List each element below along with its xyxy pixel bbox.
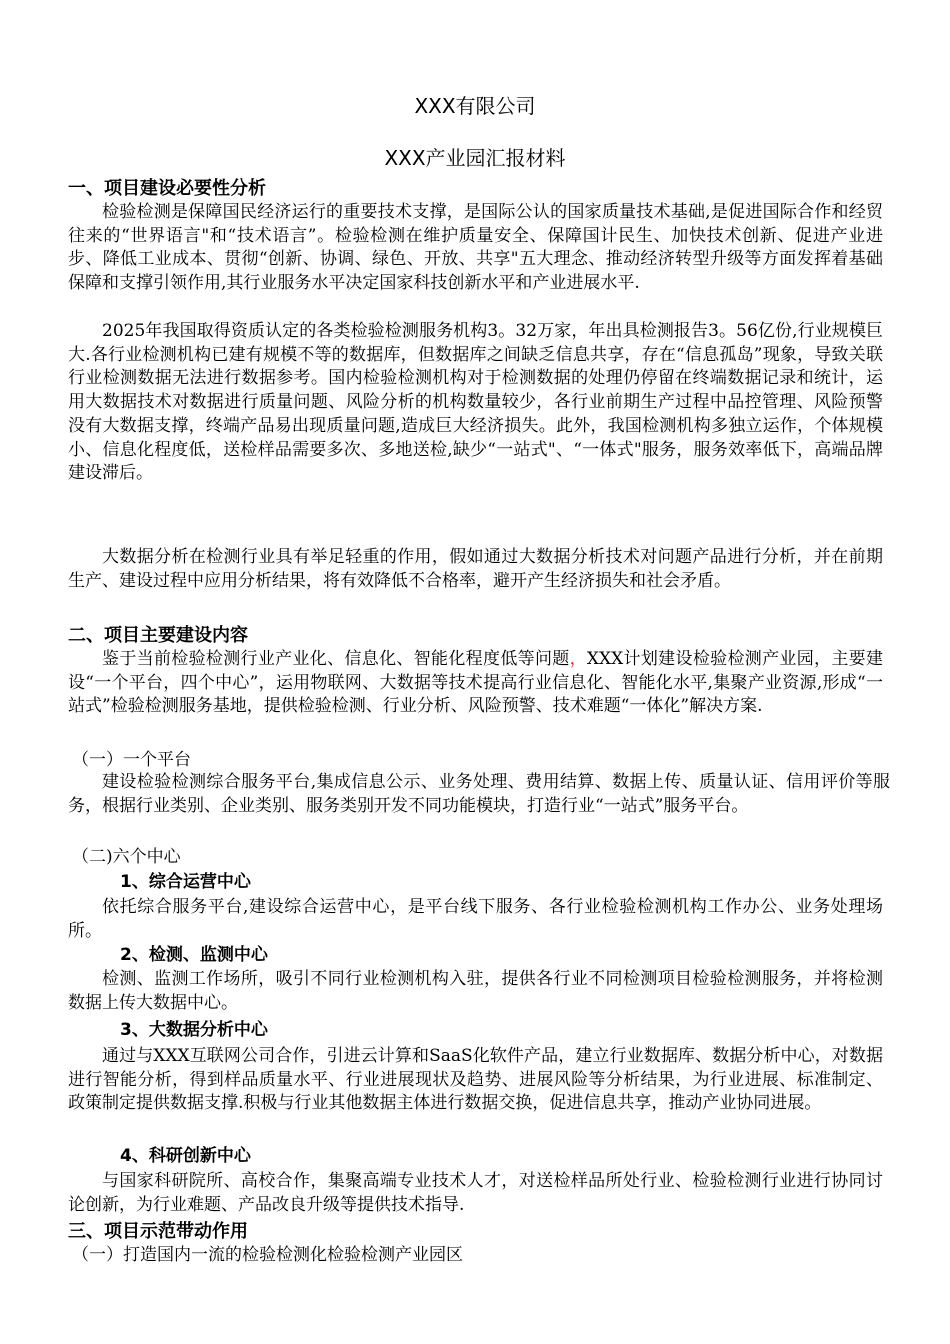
center-3-paragraph: 通过与XXX互联网公司合作，引进云计算和SaaS化软件产品，建立行业数据库、数据分析中心，对数据进行智能分析，得到样品质量水平、行业进展现状及趋势、进展风险等分析结果，为行业进展、标准制定、政策制定提供数据支撑.积极与行业其他数据主体进行数据交换，促进信息共享，推动产业协同进展。	[68, 1046, 883, 1114]
center-2-paragraph: 检测、监测工作场所，吸引不同行业检测机构入驻，提供各行业不同检测项目检验检测服务，并将检测数据上传大数据中心。	[68, 969, 883, 1013]
document-title: XXX产业园汇报材料	[384, 146, 566, 170]
center-4-title: 4、科研创新中心	[120, 1146, 251, 1166]
subsection-centers-heading: （二)六个中心	[72, 847, 181, 867]
section-1-paragraph-2: 2025年我国取得资质认定的各类检验检测服务机构3。32万家，年出具检测报告3。56亿份,行业规模巨大.各行业检测机构已建有规模不等的数据库，但数据库之间缺乏信息共享，存在“信息孤岛”现象，导致关联行业检测数据无法进行数据参考。国内检验检测机构对于检测数据的处理仍停留在终端数据记录和统计，运用大数据技术对数据进行质量问题、风险分析的机构数量较少，各行业前期生产过程中品控管理、风险预警没有大数据支撑，终端产品易出现质量问题,造成巨大经济损失。此外，我国检测机构多独立运作，个体规模小、信息化程度低，送检样品需要多次、多地送检,缺少“一站式"、“一体式"服务，服务效率低下，高端品牌建设滞后。	[68, 321, 883, 484]
section-2-paragraph-1: 鉴于当前检验检测行业产业化、信息化、智能化程度低等问题，XXX计划建设检验检测产业园，主要建设“一个平台，四个中心”，运用物联网、大数据等技术提高行业信息化、智能化水平,集聚产业资源,形成“一站式”检验检测服务基地，提供检验检测、行业分析、风险预警、技术难题“一体化”解决方案.	[68, 649, 884, 717]
center-1-title: 1、综合运营中心	[120, 872, 251, 892]
center-1-paragraph: 依托综合服务平台,建设综合运营中心，是平台线下服务、各行业检验检测机构工作办公、业务处理场所。	[68, 897, 883, 941]
section-2-heading: 二、项目主要建设内容	[68, 625, 248, 646]
center-3-title: 3、大数据分析中心	[120, 1020, 268, 1040]
section-1-paragraph-1: 检验检测是保障国民经济运行的重要技术支撑，是国际公认的国家质量技术基础,是促进国际合作和经贸往来的“世界语言"和“技术语言”。检验检测在维护质量安全、保障国计民生、加快技术创新、促进产业进步、降低工业成本、贯彻“创新、协调、绿色、开放、共享"五大理念、推动经济转型升级等方面发挥着基础保障和支撑引领作用,其行业服务水平决定国家科技创新水平和产业进展水平.	[68, 202, 883, 294]
section-1-heading: 一、项目建设必要性分析	[68, 178, 266, 199]
section-3-heading: 三、项目示范带动作用	[68, 1221, 248, 1242]
subsection-platform-heading: （一）一个平台	[72, 750, 191, 770]
section-3-subsection-1: （一）打造国内一流的检验检测化检验检测产业园区	[72, 1245, 463, 1265]
center-4-paragraph: 与国家科研院所、高校合作，集聚高端专业技术人才，对送检样品所处行业、检验检测行业进行协同讨论创新，为行业难题、产品改良升级等提供技术指导.	[68, 1171, 883, 1215]
section-1-paragraph-3: 大数据分析在检测行业具有举足轻重的作用，假如通过大数据分析技术对问题产品进行分析，并在前期生产、建设过程中应用分析结果，将有效降低不合格率，避开产生经济损失和社会矛盾。	[68, 547, 883, 591]
company-name: XXX有限公司	[414, 94, 536, 118]
subsection-platform-paragraph: 建设检验检测综合服务平台,集成信息公示、业务处理、费用结算、数据上传、质量认证、信用评价等服务，根据行业类别、企业类别、服务类别开发不同功能模块，打造行业“一站式”服务平台。	[68, 772, 890, 816]
center-2-title: 2、检测、监测中心	[120, 945, 268, 965]
